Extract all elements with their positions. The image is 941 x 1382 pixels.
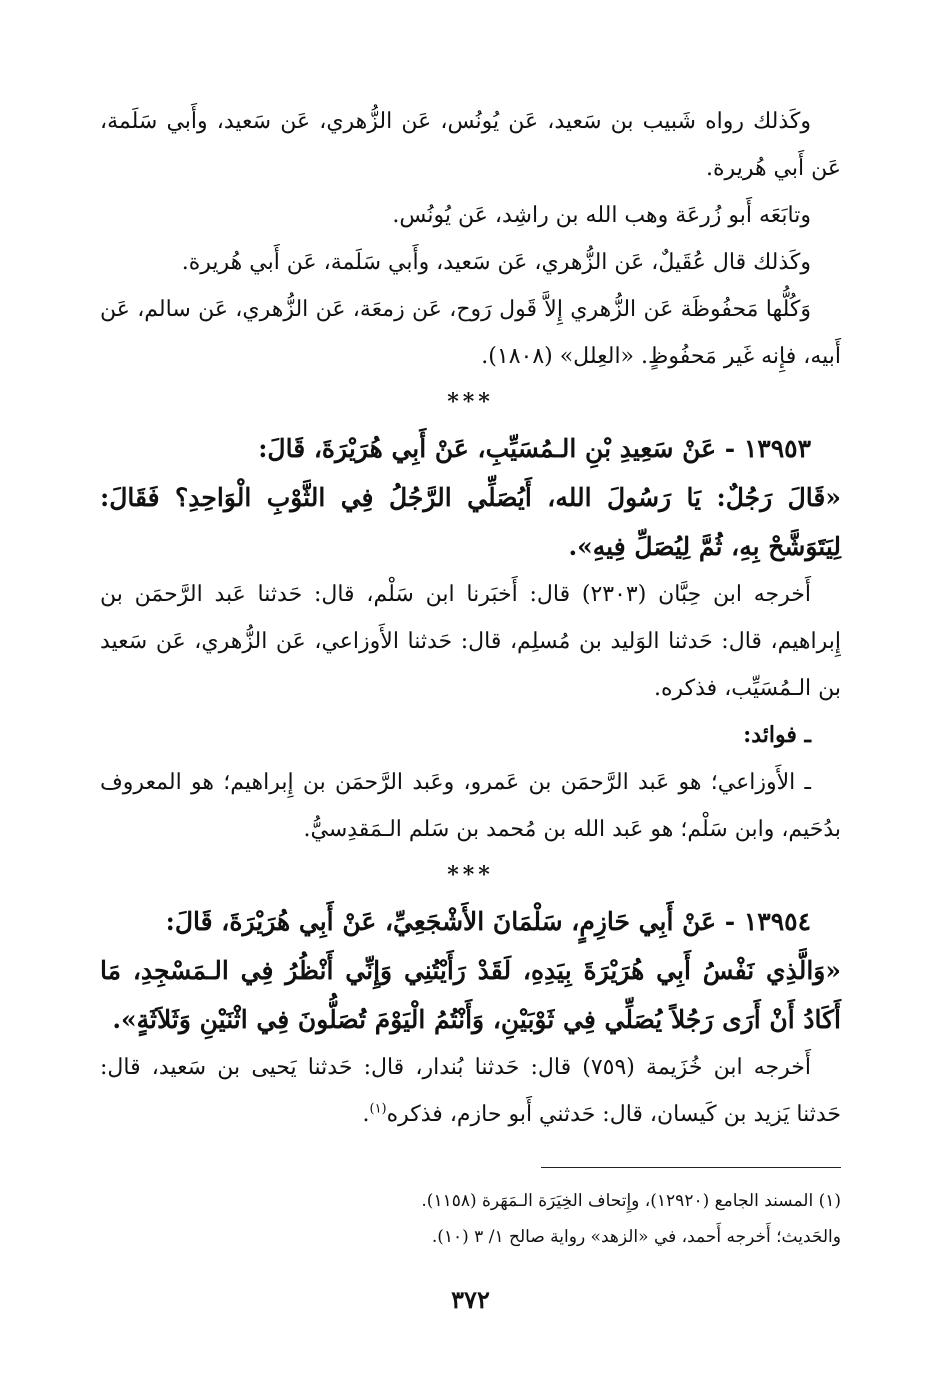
hadith-13954-heading: ١٣٩٥٤ - عَنْ أَبِي حَازِمٍ، سَلْمَانَ الأَشْجَعِيِّ، عَنْ أَبِي هُرَيْرَةَ، قَالَ:	[165, 907, 811, 936]
takhrij-ibn-khuzayma: أَخرجه ابن خُزَيمة (٧٥٩) قال: حَدثنا بُندار، قال: حَدثنا يَحيى بن سَعيد، قال: حَدثنا يَزيد بن كَيسان، قال: حَدثني أَبو حازم، فذكره$^{(١)}$.	[100, 1055, 841, 1127]
footnote-reference: (١)	[369, 1101, 387, 1117]
footnote-1-continuation: والحَديث؛ أَخرجه أَحمد، في «الزهد» رواية صالح ١/ ٣ (١٠).	[431, 1227, 841, 1247]
paragraph-uqayl: وكَذلك قال عُقَيلٌ، عَن الزُّهري، عَن سَعيد، وأَبي سَلَمة، عَن أَبي هُريرة.	[181, 250, 811, 275]
fawaid-heading: ـ فوائد:	[743, 722, 811, 748]
takhrij-ibn-hibban: أَخرجه ابن حِبَّان (٢٣٠٣) قال: أَخبَرنا ابن سَلْم، قال: حَدثنا عَبد الرَّحمَن بن إِبراهيم، قال: حَدثنا الوَليد بن مُسلِم، قال: حَدثنا الأَوزاعي، عَن الزُّهري، عَن سَعيد بن الـمُسَيِّب، فذكره.	[100, 582, 841, 701]
paragraph-shabib: وكَذلك رواه شَبيب بن سَعيد، عَن يُونُس، عَن الزُّهري، عَن سَعيد، وأَبي سَلَمة، عَن أَبي هُريرة.	[100, 109, 841, 181]
section-separator-1: ***	[447, 389, 494, 415]
fawaid-text: ـ الأَوزاعي؛ هو عَبد الرَّحمَن بن عَمرو، وعَبد الرَّحمَن بن إِبراهيم؛ هو المعروف بدُحَيم، وابن سَلْم؛ هو عَبد الله بن مُحمد بن سَلم الـمَقدِسيُّ.	[100, 770, 841, 842]
paragraph-ilal: وَكُلُّها مَحفُوظَة عَن الزُّهري إِلاَّ قَول رَوح، عَن زمعَة، عَن الزُّهري، عَن سالم، عَن أَبيه، فإِنه غَير مَحفُوظٍ. «العِلل» (١٨٠٨).	[100, 297, 841, 369]
footnote-1: (١) المسند الجامع (١٢٩٢٠)، وإِتحاف الخِيَرَة الـمَهَرة (١١٥٨).	[421, 1191, 841, 1211]
hadith-13953-text: «قَالَ رَجُلٌ: يَا رَسُولَ الله، أَيُصَلِّي الرَّجُلُ فِي الثَّوْبِ الْوَاحِدِ؟ فَقَالَ: لِيَتَوَشَّحْ بِهِ، ثُمَّ لِيُصَلِّ فِيهِ».	[100, 483, 841, 561]
page-number: ٣٧٢	[451, 1285, 490, 1314]
section-separator-2: ***	[447, 862, 494, 888]
hadith-13954-text: «وَالَّذِي نَفْسُ أَبِي هُرَيْرَةَ بِيَدِهِ، لَقَدْ رَأَيْتُنِي وَإِنِّي أَنْظُرُ فِي الـمَسْجِدِ، مَا أَكَادُ أَنْ أَرَى رَجُلاً يُصَلِّي فِي ثَوْبَيْنِ، وَأَنْتُمُ الْيَوْمَ تُصَلُّونَ فِي اثْنَيْنِ وَثَلاَثَةٍ».	[100, 956, 841, 1034]
hadith-13953-heading: ١٣٩٥٣ - عَنْ سَعِيدِ بْنِ الـمُسَيِّبِ، عَنْ أَبِي هُرَيْرَةَ، قَالَ:	[258, 434, 811, 463]
main-text	[100, 98, 841, 1138]
footnote-divider	[541, 1167, 841, 1168]
paragraph-abu-zura: وتابَعَه أَبو زُرعَة وهب الله بن راشِد، عَن يُونُس.	[392, 203, 811, 228]
footnotes	[100, 1183, 841, 1255]
takhrij-ibn-khuzayma-text: أَخرجه ابن خُزَيمة (٧٥٩) قال: حَدثنا بُندار، قال: حَدثنا يَحيى بن سَعيد، قال: حَدثنا يَزيد بن كَيسان، قال: حَدثني أَبو حازم، فذكره	[100, 1055, 841, 1127]
